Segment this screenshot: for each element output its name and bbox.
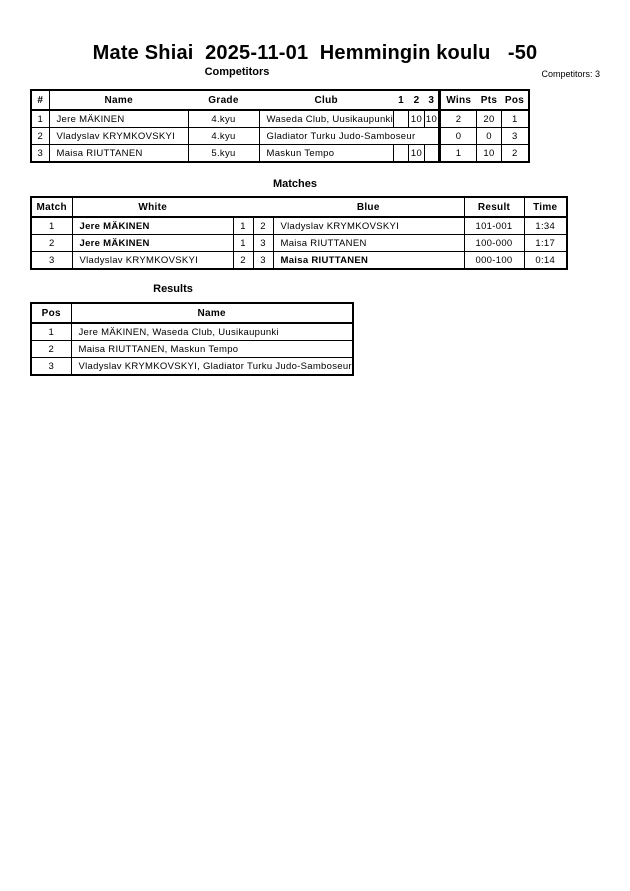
- white-competitor: Jere MÄKINEN: [72, 217, 233, 235]
- col-header-wins: Wins: [440, 90, 477, 110]
- col-header-match: Match: [31, 197, 72, 217]
- col-header-pts: Pts: [477, 90, 502, 110]
- table-row: [31, 217, 567, 235]
- col-header-opp3: 3: [425, 90, 440, 110]
- table-row: [31, 323, 353, 341]
- competitor-name: Vladyslav KRYMKOVSKYI: [49, 128, 188, 145]
- competitor-grade: 4.kyu: [188, 128, 259, 145]
- col-header-pos: Pos: [31, 303, 71, 323]
- competitor-wins: 2: [440, 110, 477, 128]
- table-row: [31, 110, 529, 128]
- col-header-white: White: [72, 197, 233, 217]
- col-header-opp2: 2: [409, 90, 425, 110]
- blue-competitor-number: 3: [253, 235, 273, 252]
- competitor-pos: 1: [502, 110, 529, 128]
- competitors-section-title: Competitors: [204, 66, 270, 78]
- col-header-number: #: [31, 90, 49, 110]
- match-number: 1: [31, 217, 72, 235]
- results-header-row: [31, 303, 353, 323]
- blue-competitor-number: 3: [253, 252, 273, 270]
- crosstable-cell: 10: [425, 110, 440, 128]
- blue-competitor: Maisa RIUTTANEN: [273, 235, 464, 252]
- competitor-grade: 5.kyu: [188, 145, 259, 163]
- results-section-title: Results: [153, 283, 193, 295]
- col-header-result: Result: [464, 197, 524, 217]
- page-title: Mate Shiai 2025-11-01 Hemmingin koulu -50: [92, 42, 538, 64]
- competitor-pts: 20: [477, 110, 502, 128]
- col-header-blue: Blue: [273, 197, 464, 217]
- table-row: [31, 128, 529, 145]
- blue-competitor: Maisa RIUTTANEN: [273, 252, 464, 270]
- matches-section-title: Matches: [272, 178, 318, 190]
- result-name: Vladyslav KRYMKOVSKYI, Gladiator Turku Judo-Samboseur: [71, 358, 353, 376]
- col-header-opp1: 1: [394, 90, 409, 110]
- match-number: 2: [31, 235, 72, 252]
- table-row: [31, 235, 567, 252]
- matches-table: [30, 196, 568, 270]
- match-time: 1:34: [524, 217, 567, 235]
- white-competitor-number: 1: [233, 217, 253, 235]
- match-number: 3: [31, 252, 72, 270]
- match-result: 100-000: [464, 235, 524, 252]
- match-result: 101-001: [464, 217, 524, 235]
- crosstable-cell: 10: [409, 110, 425, 128]
- result-pos: 1: [31, 323, 71, 341]
- crosstable-cell: [425, 145, 440, 163]
- competitor-grade: 4.kyu: [188, 110, 259, 128]
- result-pos: 3: [31, 358, 71, 376]
- blue-competitor-number: 2: [253, 217, 273, 235]
- competitors-count: Competitors: 3: [541, 69, 600, 79]
- competitor-pos: 3: [502, 128, 529, 145]
- result-name: Jere MÄKINEN, Waseda Club, Uusikaupunki: [71, 323, 353, 341]
- match-time: 1:17: [524, 235, 567, 252]
- match-time: 0:14: [524, 252, 567, 270]
- white-competitor: Vladyslav KRYMKOVSKYI: [72, 252, 233, 270]
- competitor-number: 1: [31, 110, 49, 128]
- col-header-name: Name: [71, 303, 353, 323]
- results-table: [30, 302, 354, 376]
- white-competitor: Jere MÄKINEN: [72, 235, 233, 252]
- col-header-grade: Grade: [188, 90, 259, 110]
- competitor-number: 3: [31, 145, 49, 163]
- competitor-name: Jere MÄKINEN: [49, 110, 188, 128]
- competitors-header-row: [31, 90, 529, 110]
- table-row: [31, 358, 353, 376]
- competitors-table: [30, 89, 530, 163]
- competitor-wins: 1: [440, 145, 477, 163]
- table-row: [31, 341, 353, 358]
- competitor-number: 2: [31, 128, 49, 145]
- table-row: [31, 252, 567, 270]
- crosstable-cell: 10: [409, 145, 425, 163]
- blue-competitor: Vladyslav KRYMKOVSKYI: [273, 217, 464, 235]
- white-competitor-number: 1: [233, 235, 253, 252]
- competitor-club: Gladiator Turku Judo-Samboseur: [259, 128, 440, 145]
- col-header-name: Name: [49, 90, 188, 110]
- competitor-club: Maskun Tempo: [259, 145, 394, 163]
- col-header-pos: Pos: [502, 90, 529, 110]
- competitor-name: Maisa RIUTTANEN: [49, 145, 188, 163]
- crosstable-cell: [394, 145, 409, 163]
- competitor-club: Waseda Club, Uusikaupunki: [259, 110, 394, 128]
- match-result: 000-100: [464, 252, 524, 270]
- competitor-pos: 2: [502, 145, 529, 163]
- col-header-club: Club: [259, 90, 394, 110]
- result-name: Maisa RIUTTANEN, Maskun Tempo: [71, 341, 353, 358]
- col-header-time: Time: [524, 197, 567, 217]
- white-competitor-number: 2: [233, 252, 253, 270]
- col-header-blue-num: [253, 197, 273, 217]
- crosstable-cell: [394, 110, 409, 128]
- col-header-white-num: [233, 197, 253, 217]
- competitor-pts: 10: [477, 145, 502, 163]
- matches-header-row: [31, 197, 567, 217]
- competitor-wins: 0: [440, 128, 477, 145]
- table-row: [31, 145, 529, 163]
- competitor-pts: 0: [477, 128, 502, 145]
- result-pos: 2: [31, 341, 71, 358]
